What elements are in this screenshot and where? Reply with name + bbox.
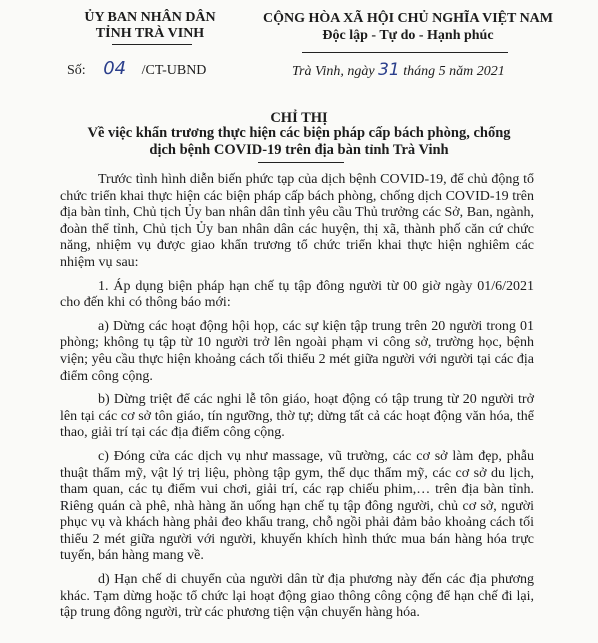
date-day: 31 — [378, 60, 400, 80]
agency-line1: ỦY BAN NHÂN DÂN — [84, 10, 216, 25]
document-type: CHỈ THỊ — [270, 110, 328, 126]
paragraph-item-d: d) Hạn chế di chuyển của người dân từ địa phương này đến các địa phương khác. Tạm dừng hoặc tổ chức lại hoạt động giao thông công cộng để hạn chế đi lại, tập trung đông người, trừ các phương tiện vận chuyển hàng hóa. — [60, 572, 534, 621]
number-suffix: /CT-UBND — [141, 63, 207, 78]
title-line1: Về việc khẩn trương thực hiện các biện pháp cấp bách phòng, chống — [87, 125, 511, 141]
number-label: Số: — [67, 63, 86, 78]
issue-date — [292, 60, 505, 82]
paragraph-intro: Trước tình hình diễn biến phức tạp của dịch bệnh COVID-19, để chủ động tổ chức triển khai thực hiện các biện pháp cấp bách phòng, chống dịch COVID-19 trên địa bàn tỉnh, Chủ tịch Ủy ban nhân dân tỉnh yêu cầu Thủ trưởng các Sở, Ban, ngành, đoàn thể tỉnh, Chủ tịch Ủy ban nhân dân các huyện, thị xã, thành phố căn cứ chức năng, nhiệm vụ được giao khẩn trương tổ chức triển khai thực hiện nghiêm các nhiệm vụ sau: — [60, 172, 534, 270]
motto-underline — [302, 52, 508, 53]
paragraph-item-c: c) Đóng cửa các dịch vụ như massage, vũ trường, các cơ sở làm đẹp, phẫu thuật thẩm mỹ, vật lý trị liệu, phòng tập gym, thể dục thẩm mỹ, các cơ sở du lịch, tham quan, các tụ điểm vui chơi, giải trí, các rạp chiếu phim,… trên địa bàn tỉnh. Riêng quán cà phê, nhà hàng ăn uống hạn chế tụ tập đông người, chủ cơ sở, người phục vụ và khách hàng phải đeo khẩu trang, chỗ ngồi phải đảm bảo khoảng cách tối thiểu 2 mét giữa người với người, khuyến khích hình thức mua bán hàng hóa trực tuyến, bán hàng mang về. — [60, 448, 534, 564]
agency-line2: TỈNH TRÀ VINH — [95, 26, 205, 41]
paragraph-item-1: 1. Áp dụng biện pháp hạn chế tụ tập đông người từ 00 giờ ngày 01/6/2021 cho đến khi có thông báo mới: — [60, 278, 534, 311]
document-number — [67, 58, 206, 82]
title-line2: dịch bệnh COVID-19 trên địa bàn tỉnh Trà Vinh — [149, 142, 449, 158]
paragraph-item-b: b) Dừng triệt để các nghi lễ tôn giáo, hoạt động có tập trung từ 20 người trở lên tại các cơ sở tôn giáo, tín ngưỡng, thờ tự; dừng tất cả các hoạt động văn hóa, thể thao, giải trí tại các địa điểm công cộng. — [60, 392, 534, 441]
date-prefix: Trà Vinh, ngày — [292, 64, 375, 79]
national-header — [258, 10, 558, 44]
country-name: CỘNG HÒA XÃ HỘI CHỦ NGHĨA VIỆT NAM — [262, 11, 553, 26]
issuing-agency — [66, 10, 234, 42]
number-value: 04 — [103, 58, 127, 79]
agency-underline — [112, 44, 192, 45]
date-suffix: tháng 5 năm 2021 — [403, 64, 505, 79]
title-underline — [258, 162, 344, 163]
paragraph-item-a: a) Dừng các hoạt động hội họp, các sự kiện tập trung trên 20 người trong 01 phòng; không tụ tập từ 10 người trở lên ngoài phạm vi công sở, trường học, bệnh viện; yêu cầu thực hiện khoảng cách tối thiểu 2 mét giữa người với người tại các địa điểm công cộng. — [60, 318, 534, 384]
national-motto: Độc lập - Tự do - Hạnh phúc — [322, 28, 494, 43]
document-body — [60, 172, 534, 629]
